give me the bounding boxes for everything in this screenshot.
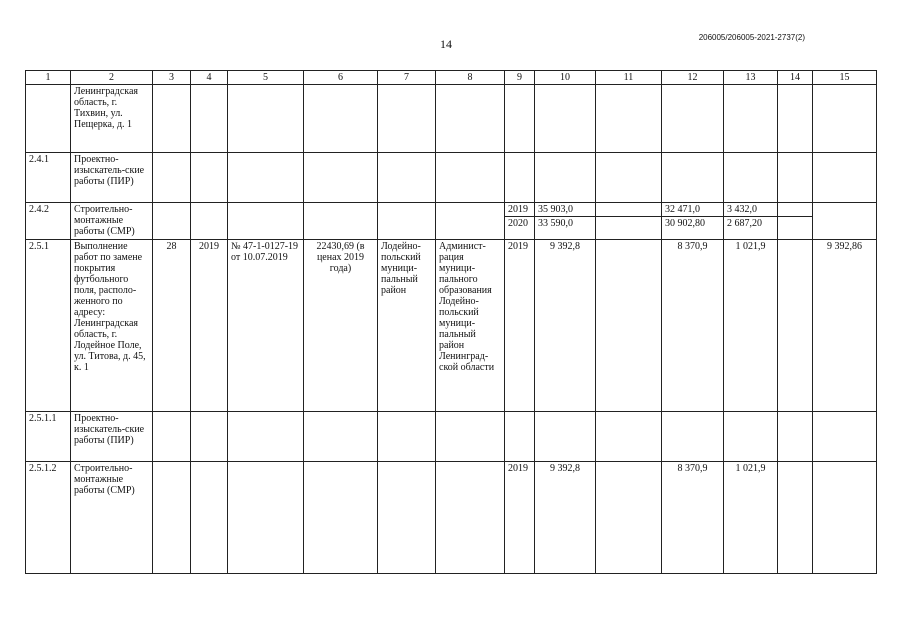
cell-admin: Админист-рация муници-пального образования Лодейно-польский муници-пальный район Ленинград-ской области: [436, 240, 505, 412]
cell: [26, 85, 71, 153]
cell-number: 2.5.1.1: [26, 412, 71, 462]
cell-year: 2019: [505, 462, 535, 574]
cell-value: 8 370,9: [662, 240, 724, 412]
header-cell: 3: [153, 71, 191, 85]
header-row: [26, 71, 877, 85]
cell-number: 2.4.1: [26, 153, 71, 203]
cell-value: 1 021,9: [724, 240, 778, 412]
table-row: [26, 462, 877, 574]
cell-value: 2 687,20: [724, 217, 778, 240]
cell-cost: 22430,69 (в ценах 2019 года): [304, 240, 378, 412]
header-cell: 15: [813, 71, 877, 85]
cell-value: 30 902,80: [662, 217, 724, 240]
header-cell: 11: [596, 71, 662, 85]
cell-name: Проектно-изыскатель-ские работы (ПИР): [71, 412, 153, 462]
cell-value: 9 392,86: [813, 240, 877, 412]
cell-value: 8 370,9: [662, 462, 724, 574]
header-cell: 12: [662, 71, 724, 85]
header-cell: 4: [191, 71, 228, 85]
table-row: [26, 153, 877, 203]
data-table: [25, 70, 877, 574]
header-cell: 14: [778, 71, 813, 85]
cell-value: 32 471,0: [662, 203, 724, 217]
cell-name: Строительно-монтажные работы (СМР): [71, 203, 153, 240]
header-cell: 9: [505, 71, 535, 85]
cell-name: Строительно-монтажные работы (СМР): [71, 462, 153, 574]
document-id: 206005/206005-2021-2737(2): [698, 33, 805, 42]
cell-value: 33 590,0: [535, 217, 596, 240]
table-row: [26, 203, 877, 217]
cell-name: Проектно-изыскатель-ские работы (ПИР): [71, 153, 153, 203]
header-cell: 10: [535, 71, 596, 85]
cell-value: 9 392,8: [535, 462, 596, 574]
cell-number: 2.5.1.2: [26, 462, 71, 574]
table-row: [26, 85, 877, 153]
cell-year: 2020: [505, 217, 535, 240]
cell-value: 3 432,0: [724, 203, 778, 217]
table-row: [26, 412, 877, 462]
cell-year: 2019: [505, 203, 535, 217]
cell-value: 35 903,0: [535, 203, 596, 217]
header-cell: 2: [71, 71, 153, 85]
cell-permit: № 47-1-0127-19 от 10.07.2019: [228, 240, 304, 412]
cell-value: 9 392,8: [535, 240, 596, 412]
cell-name: Ленинградская область, г. Тихвин, ул. Пещерка, д. 1: [71, 85, 153, 153]
cell-number: 2.5.1: [26, 240, 71, 412]
header-cell: 13: [724, 71, 778, 85]
header-cell: 7: [378, 71, 436, 85]
page-number: 14: [440, 37, 452, 51]
cell-number: 2.4.2: [26, 203, 71, 240]
cell-value: 1 021,9: [724, 462, 778, 574]
header-cell: 8: [436, 71, 505, 85]
header-cell: 5: [228, 71, 304, 85]
header-cell: 6: [304, 71, 378, 85]
cell-value: 28: [153, 240, 191, 412]
cell-year: 2019: [191, 240, 228, 412]
cell-name: Выполнение работ по замене покрытия футбольного поля, располо-женного по адресу: Ленинградская область, г. Лодейное Поле, ул. Титова, д. 45, к. 1: [71, 240, 153, 412]
header-cell: 1: [26, 71, 71, 85]
table-row: [26, 240, 877, 412]
cell-region: Лодейно-польский муници-пальный район: [378, 240, 436, 412]
cell-year: 2019: [505, 240, 535, 412]
